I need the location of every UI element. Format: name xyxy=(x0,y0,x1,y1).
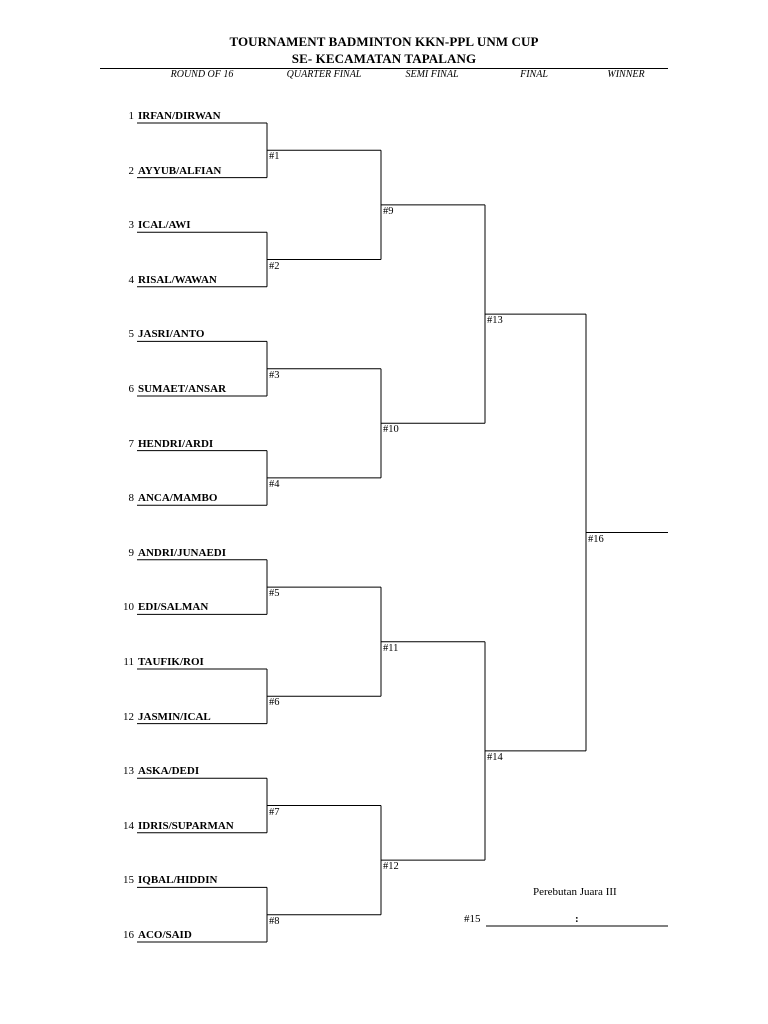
third-place-separator: : xyxy=(575,913,579,925)
match-label: #4 xyxy=(269,478,280,490)
round-header-final: FINAL xyxy=(520,69,548,80)
team-seed-number: 8 xyxy=(128,492,134,505)
team-name: ANDRI/JUNAEDI xyxy=(138,546,227,559)
team-name: TAUFIK/ROI xyxy=(138,656,204,668)
team-seed-number: 4 xyxy=(128,273,134,286)
match-label: #11 xyxy=(383,642,399,654)
match-label: #5 xyxy=(269,588,280,600)
team-seed-number: 13 xyxy=(123,765,134,778)
team-name: ACO/SAID xyxy=(138,929,192,941)
team-name: SUMAET/ANSAR xyxy=(138,383,227,395)
match-label: #2 xyxy=(269,260,280,272)
round-header-r16: ROUND OF 16 xyxy=(170,69,234,80)
match-label: #6 xyxy=(269,697,280,709)
round-header-sf: SEMI FINAL xyxy=(405,69,459,80)
team-name: JASMIN/ICAL xyxy=(138,710,211,723)
team-name: EDI/SALMAN xyxy=(138,601,209,614)
team-seed-number: 16 xyxy=(123,929,134,941)
round-header-qf: QUARTER FINAL xyxy=(286,69,362,80)
team-seed-number: 6 xyxy=(128,383,134,395)
team-name: ICAL/AWI xyxy=(138,219,191,232)
match-label: #7 xyxy=(269,806,280,818)
match-label: #9 xyxy=(383,205,394,217)
team-seed-number: 7 xyxy=(128,437,134,450)
team-name: ANCA/MAMBO xyxy=(138,492,218,505)
match-label: #10 xyxy=(383,424,399,436)
page-title: TOURNAMENT BADMINTON KKN-PPL UNM CUP xyxy=(229,34,539,49)
team-seed-number: 1 xyxy=(128,110,134,122)
team-seed-number: 11 xyxy=(123,656,134,668)
team-seed-number: 12 xyxy=(123,710,134,723)
team-seed-number: 15 xyxy=(123,874,134,887)
match-label-final: #16 xyxy=(588,533,604,545)
team-seed-number: 14 xyxy=(123,819,134,832)
team-seed-number: 5 xyxy=(128,328,134,341)
team-name: JASRI/ANTO xyxy=(138,328,205,341)
team-seed-number: 3 xyxy=(128,219,134,232)
match-label: #12 xyxy=(383,861,399,873)
match-label: #8 xyxy=(269,915,280,927)
team-name: IDRIS/SUPARMAN xyxy=(138,819,234,832)
team-seed-number: 9 xyxy=(128,546,134,559)
team-seed-number: 10 xyxy=(123,601,134,614)
team-name: IQBAL/HIDDIN xyxy=(138,874,218,887)
team-name: AYYUB/ALFIAN xyxy=(138,164,222,177)
third-place-label: Perebutan Juara III xyxy=(533,886,617,898)
round-header-winner: WINNER xyxy=(607,69,645,80)
page-subtitle: SE- KECAMATAN TAPALANG xyxy=(291,51,477,66)
match-label: #13 xyxy=(487,315,503,327)
third-place-match-label: #15 xyxy=(464,913,481,925)
match-label: #14 xyxy=(487,751,503,763)
team-seed-number: 2 xyxy=(128,164,134,177)
match-label: #3 xyxy=(269,369,280,381)
team-name: IRFAN/DIRWAN xyxy=(138,110,221,122)
team-name: RISAL/WAWAN xyxy=(138,273,217,286)
match-label: #1 xyxy=(269,151,280,163)
team-name: ASKA/DEDI xyxy=(138,765,200,778)
team-name: HENDRI/ARDI xyxy=(138,437,214,450)
